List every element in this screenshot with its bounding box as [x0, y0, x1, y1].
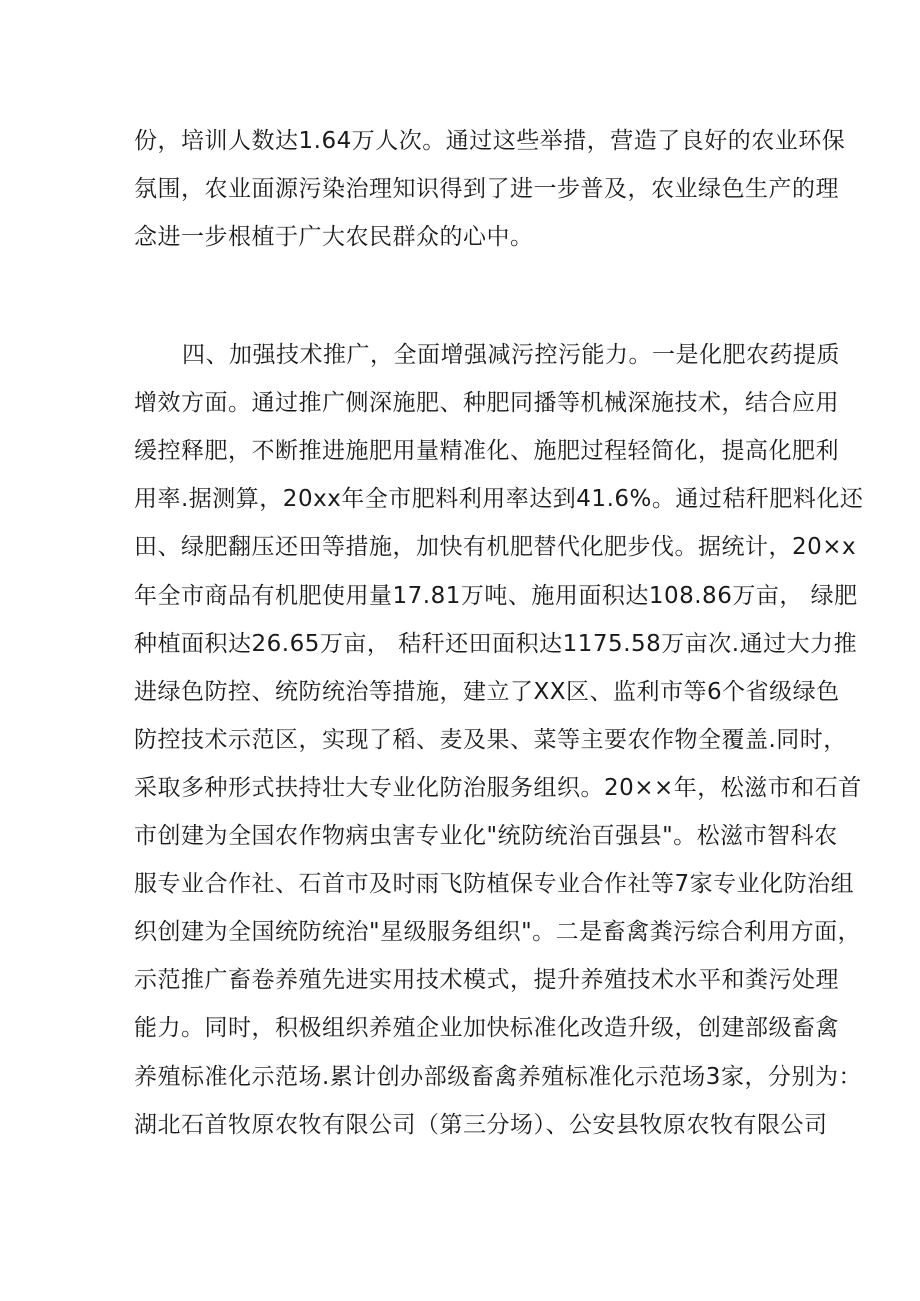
- text-line: 养殖标准化示范场.累计创办部级畜禽养殖标准化示范场3家，分别为：: [134, 1064, 862, 1090]
- text-line: 田、绿肥翻压还田等措施，加快有机肥替代化肥步伐。据统计，20×x: [134, 534, 857, 560]
- text-line: 种植面积达26.65万亩， 秸秆还田面积达1175.58万亩次.通过大力推: [134, 631, 858, 657]
- text-line: 氛围，农业面源污染治理知识得到了进一步普及，农业绿色生产的理: [134, 176, 839, 202]
- text-line: 增效方面。通过推广侧深施肥、种肥同播等机械深施技术，结合应用: [134, 390, 839, 416]
- text-line: 份，培训人数达1.64万人次。通过这些举措，营造了良好的农业环保: [134, 128, 846, 154]
- text-line: 示范推广畜卷养殖先进实用技术模式，提升养殖技术水平和粪污处理: [134, 967, 839, 993]
- text-line: 服专业合作社、石首市及时雨飞防植保专业合作社等7家专业化防治组: [134, 871, 855, 897]
- text-line: 湖北石首牧原农牧有限公司（第三分场）、公安县牧原农牧有限公司: [134, 1112, 828, 1138]
- text-line: 采取多种形式扶持壮大专业化防治服务组织。20××年，松滋市和石首: [134, 775, 862, 801]
- text-line: 缓控释肥，不断推进施肥用量精准化、施肥过程轻简化，提高化肥利: [134, 438, 839, 464]
- text-line: 能力。同时，积极组织养殖企业加快标准化改造升级，创建部级畜禽: [134, 1015, 839, 1041]
- text-line: 防控技术示范区，实现了稻、麦及果、菜等主要农作物全覆盖.同时，: [134, 727, 847, 753]
- text-line: 进绿色防控、统防统治等措施，建立了XX区、监利市等6个省级绿色: [134, 679, 840, 705]
- text-line: 织创建为全国统防统治"星级服务组织"。二是畜禽粪污综合利用方面，: [134, 919, 862, 945]
- text-line: 用率.据测算，20xx年全市肥料利用率达到41.6%。通过秸秆肥料化还: [134, 486, 864, 512]
- text-line: 年全市商品有机肥使用量17.81万吨、施用面积达108.86万亩， 绿肥: [134, 583, 858, 609]
- text-line: 四、加强技术推广，全面增强减污控污能力。一是化肥农药提质: [182, 342, 840, 368]
- text-line: 市创建为全国农作物病虫害专业化"统防统治百强县"。松滋市智科农: [134, 823, 838, 849]
- text-line: 念进一步根植于广大农民群众的心中。: [134, 224, 534, 250]
